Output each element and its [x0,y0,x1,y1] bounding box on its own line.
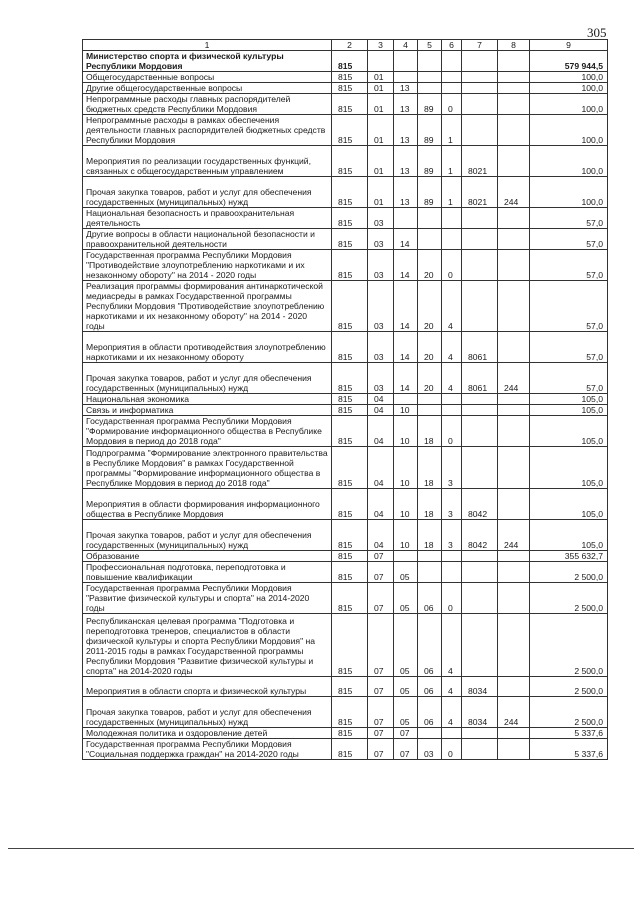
row-code-cell [418,562,442,583]
row-name-cell: Прочая закупка товаров, работ и услуг для обеспечения государственных (муниципальных) нужд [83,697,332,728]
row-name-cell: Мероприятия в области спорта и физической культуры [83,677,332,697]
row-code-cell: 815 [332,94,368,115]
row-code-cell [498,72,530,83]
row-code-cell [498,146,530,177]
row-sum-cell: 5 337,6 [530,739,608,760]
row-name-cell: Непрограммные расходы главных распорядителей бюджетных средств Республики Мордовия [83,94,332,115]
row-code-cell: 815 [332,614,368,677]
row-code-cell: 20 [418,332,442,363]
row-name-cell: Профессиональная подготовка, переподготовка и повышение квалификации [83,562,332,583]
row-name-cell: Государственная программа Республики Мордовия "Противодействие злоупотреблению наркотиками и их незаконному обороту" на 2014 - 2020 годы [83,250,332,281]
row-name-cell: Реализация программы формирования антинаркотической медиасреды в рамках Государственной программы Республики Мордовия "Противодействие злоупотреблению наркотиками и их незаконному обороту" на 2014 - 2020 годы [83,281,332,332]
row-code-cell [442,83,462,94]
row-sum-cell: 2 500,0 [530,583,608,614]
row-code-cell [498,562,530,583]
row-sum-cell: 57,0 [530,229,608,250]
row-sum-cell: 100,0 [530,94,608,115]
row-code-cell: 244 [498,697,530,728]
row-sum-cell: 57,0 [530,208,608,229]
table-row [83,394,608,405]
page-number: 305 [587,25,607,40]
row-code-cell: 8034 [462,677,498,697]
row-name-cell: Национальная экономика [83,394,332,405]
row-name-cell: Министерство спорта и физической культуры Республики Мордовия [83,51,332,72]
row-code-cell: 244 [498,177,530,208]
row-code-cell: 14 [394,250,418,281]
row-code-cell: 04 [368,394,394,405]
table-row [83,520,608,551]
table-row [83,208,608,229]
row-code-cell [462,72,498,83]
row-code-cell: 1 [442,146,462,177]
row-code-cell: 18 [418,489,442,520]
row-code-cell: 18 [418,447,442,489]
header-cell: 5 [418,40,442,51]
header-cell: 1 [83,40,332,51]
row-name-cell: Общегосударственные вопросы [83,72,332,83]
row-code-cell: 8061 [462,363,498,394]
row-code-cell: 0 [442,739,462,760]
row-code-cell: 10 [394,489,418,520]
row-code-cell [498,229,530,250]
row-code-cell: 05 [394,697,418,728]
row-code-cell: 10 [394,520,418,551]
row-name-cell: Подпрограмма "Формирование электронного правительства в Республике Мордовия" в рамках Государственной программы "Формирование информационного общества в Республике Мордовия в период до 2018 года" [83,447,332,489]
row-code-cell [462,447,498,489]
row-code-cell: 07 [368,728,394,739]
row-code-cell: 13 [394,83,418,94]
row-code-cell: 89 [418,115,442,146]
table-row [83,146,608,177]
row-name-cell: Образование [83,551,332,562]
row-code-cell: 0 [442,416,462,447]
row-code-cell: 13 [394,115,418,146]
table-row [83,94,608,115]
row-code-cell: 815 [332,208,368,229]
row-code-cell: 815 [332,229,368,250]
row-code-cell [442,394,462,405]
row-code-cell: 18 [418,416,442,447]
row-sum-cell: 355 632,7 [530,551,608,562]
row-code-cell: 01 [368,94,394,115]
row-code-cell [442,229,462,250]
table-row [83,177,608,208]
row-code-cell: 4 [442,332,462,363]
table-row [83,115,608,146]
row-code-cell [462,229,498,250]
row-code-cell: 05 [394,614,418,677]
row-code-cell [418,208,442,229]
row-code-cell: 07 [368,697,394,728]
row-code-cell: 20 [418,363,442,394]
row-code-cell: 815 [332,728,368,739]
row-code-cell [498,250,530,281]
table-row [83,281,608,332]
row-sum-cell: 2 500,0 [530,614,608,677]
header-cell: 6 [442,40,462,51]
table-row [83,363,608,394]
header-cell: 4 [394,40,418,51]
table-row [83,447,608,489]
row-name-cell: Связь и информатика [83,405,332,416]
row-code-cell [442,562,462,583]
row-code-cell: 815 [332,177,368,208]
row-name-cell: Прочая закупка товаров, работ и услуг для обеспечения государственных (муниципальных) нужд [83,177,332,208]
row-code-cell [498,677,530,697]
row-code-cell [462,394,498,405]
row-code-cell: 815 [332,115,368,146]
row-code-cell: 815 [332,405,368,416]
header-cell: 8 [498,40,530,51]
row-sum-cell: 100,0 [530,177,608,208]
row-code-cell [418,83,442,94]
row-name-cell: Государственная программа Республики Мордовия "Формирование информационного общества в Республике Мордовия в период до 2018 года" [83,416,332,447]
row-code-cell: 01 [368,83,394,94]
row-sum-cell: 57,0 [530,281,608,332]
row-code-cell: 01 [368,72,394,83]
row-code-cell [418,394,442,405]
row-sum-cell: 105,0 [530,489,608,520]
row-code-cell: 18 [418,520,442,551]
row-code-cell: 815 [332,363,368,394]
row-code-cell: 4 [442,363,462,394]
row-code-cell: 20 [418,281,442,332]
row-code-cell [498,739,530,760]
row-code-cell: 815 [332,551,368,562]
row-code-cell [498,551,530,562]
row-code-cell [498,281,530,332]
row-code-cell: 8061 [462,332,498,363]
row-code-cell [368,51,394,72]
row-code-cell: 4 [442,614,462,677]
row-code-cell: 07 [368,614,394,677]
header-row [83,40,608,51]
row-code-cell [418,51,442,72]
row-code-cell [462,250,498,281]
row-code-cell [498,614,530,677]
row-code-cell: 07 [368,677,394,697]
row-sum-cell: 57,0 [530,332,608,363]
row-code-cell [462,51,498,72]
table-row [83,677,608,697]
row-code-cell: 04 [368,416,394,447]
row-code-cell: 05 [394,562,418,583]
row-sum-cell: 2 500,0 [530,697,608,728]
row-code-cell [462,83,498,94]
row-code-cell: 04 [368,520,394,551]
row-sum-cell: 105,0 [530,520,608,551]
row-code-cell: 89 [418,146,442,177]
row-code-cell [462,281,498,332]
row-code-cell: 815 [332,583,368,614]
row-code-cell: 06 [418,614,442,677]
row-code-cell: 815 [332,250,368,281]
table-row [83,229,608,250]
table-row [83,51,608,72]
row-sum-cell: 57,0 [530,363,608,394]
row-code-cell: 815 [332,562,368,583]
row-code-cell: 815 [332,83,368,94]
row-code-cell [462,416,498,447]
row-code-cell [462,614,498,677]
row-sum-cell: 100,0 [530,83,608,94]
row-code-cell [498,447,530,489]
table-row [83,405,608,416]
row-name-cell: Республиканская целевая программа "Подготовка и переподготовка тренеров, специалистов в области физической культуры и спорта Республики Мордовия" на 2011-2015 годы в рамках Государственной программы Республики Мордовия "Развитие физической культуры и спорта" на 2014-2020 годы [83,614,332,677]
row-code-cell: 815 [332,51,368,72]
row-code-cell [462,405,498,416]
row-code-cell: 10 [394,405,418,416]
row-sum-cell: 2 500,0 [530,677,608,697]
row-code-cell [394,551,418,562]
row-code-cell [462,551,498,562]
row-code-cell: 1 [442,177,462,208]
row-sum-cell: 579 944,5 [530,51,608,72]
row-code-cell: 815 [332,697,368,728]
row-code-cell: 03 [368,229,394,250]
row-code-cell [462,208,498,229]
footer-rule [8,848,634,849]
row-name-cell: Государственная программа Республики Мордовия "Развитие физической культуры и спорта" на 2014-2020 годы [83,583,332,614]
row-name-cell: Прочая закупка товаров, работ и услуг для обеспечения государственных (муниципальных) нужд [83,363,332,394]
row-code-cell: 4 [442,281,462,332]
row-code-cell: 1 [442,115,462,146]
row-code-cell: 07 [368,562,394,583]
row-sum-cell: 57,0 [530,250,608,281]
row-code-cell [498,94,530,115]
row-sum-cell: 105,0 [530,405,608,416]
row-code-cell: 03 [368,281,394,332]
header-cell: 7 [462,40,498,51]
budget-table [82,39,608,760]
row-code-cell [418,72,442,83]
row-code-cell [498,332,530,363]
table-row [83,489,608,520]
row-name-cell: Мероприятия в области формирования информационного общества в Республике Мордовия [83,489,332,520]
row-code-cell: 8042 [462,520,498,551]
row-code-cell: 815 [332,281,368,332]
row-name-cell: Государственная программа Республики Мордовия "Социальная поддержка граждан" на 2014-2020 годы [83,739,332,760]
row-code-cell: 815 [332,146,368,177]
table-row [83,332,608,363]
row-code-cell: 4 [442,677,462,697]
row-code-cell [462,739,498,760]
row-code-cell [442,551,462,562]
row-code-cell: 10 [394,416,418,447]
row-code-cell: 13 [394,177,418,208]
row-code-cell [498,489,530,520]
row-code-cell: 05 [394,677,418,697]
row-code-cell: 8021 [462,146,498,177]
row-name-cell: Прочая закупка товаров, работ и услуг для обеспечения государственных (муниципальных) нужд [83,520,332,551]
row-code-cell: 815 [332,394,368,405]
row-code-cell [394,72,418,83]
table-row [83,739,608,760]
row-name-cell: Мероприятия по реализации государственных функций, связанных с общегосударственным управлением [83,146,332,177]
row-code-cell: 03 [368,208,394,229]
row-code-cell [498,83,530,94]
row-code-cell: 01 [368,115,394,146]
row-code-cell: 07 [394,728,418,739]
row-code-cell: 89 [418,94,442,115]
row-code-cell: 815 [332,72,368,83]
table-row [83,83,608,94]
row-code-cell [394,208,418,229]
row-code-cell [418,405,442,416]
row-name-cell: Другие общегосударственные вопросы [83,83,332,94]
table-row [83,416,608,447]
row-sum-cell: 100,0 [530,72,608,83]
row-code-cell: 14 [394,281,418,332]
row-code-cell: 8021 [462,177,498,208]
row-code-cell: 06 [418,583,442,614]
row-code-cell: 0 [442,94,462,115]
row-code-cell: 8042 [462,489,498,520]
row-code-cell [418,229,442,250]
row-code-cell: 4 [442,697,462,728]
row-code-cell: 815 [332,416,368,447]
row-name-cell: Национальная безопасность и правоохранительная деятельность [83,208,332,229]
row-code-cell [498,51,530,72]
table-row [83,551,608,562]
row-code-cell: 815 [332,677,368,697]
row-code-cell: 3 [442,520,462,551]
row-code-cell [498,405,530,416]
table-row [83,562,608,583]
row-code-cell: 03 [368,250,394,281]
row-code-cell: 20 [418,250,442,281]
table-row [83,72,608,83]
row-code-cell [462,115,498,146]
row-code-cell: 01 [368,177,394,208]
row-code-cell: 06 [418,677,442,697]
row-code-cell [462,583,498,614]
row-code-cell: 03 [368,332,394,363]
row-code-cell: 04 [368,405,394,416]
row-code-cell: 3 [442,489,462,520]
row-code-cell: 13 [394,94,418,115]
row-code-cell: 07 [394,739,418,760]
row-sum-cell: 5 337,6 [530,728,608,739]
row-sum-cell: 105,0 [530,447,608,489]
row-code-cell: 244 [498,520,530,551]
row-code-cell: 04 [368,447,394,489]
row-code-cell [498,583,530,614]
row-sum-cell: 2 500,0 [530,562,608,583]
row-code-cell: 14 [394,332,418,363]
row-code-cell [442,405,462,416]
row-code-cell [394,394,418,405]
row-code-cell: 13 [394,146,418,177]
row-code-cell: 0 [442,583,462,614]
row-code-cell: 06 [418,697,442,728]
row-code-cell: 14 [394,229,418,250]
row-code-cell: 07 [368,583,394,614]
row-code-cell [442,72,462,83]
table-row [83,728,608,739]
row-code-cell: 8034 [462,697,498,728]
row-name-cell: Другие вопросы в области национальной безопасности и правоохранительной деятельности [83,229,332,250]
row-code-cell: 3 [442,447,462,489]
row-code-cell: 07 [368,551,394,562]
row-code-cell [498,728,530,739]
row-code-cell: 14 [394,363,418,394]
row-code-cell: 01 [368,146,394,177]
row-code-cell: 05 [394,583,418,614]
row-sum-cell: 100,0 [530,146,608,177]
row-code-cell: 244 [498,363,530,394]
row-sum-cell: 105,0 [530,416,608,447]
row-name-cell: Непрограммные расходы в рамках обеспечения деятельности главных распорядителей бюджетных средств Республики Мордовия [83,115,332,146]
row-code-cell [462,94,498,115]
row-code-cell: 07 [368,739,394,760]
row-code-cell [418,551,442,562]
header-cell: 2 [332,40,368,51]
row-code-cell [462,562,498,583]
row-code-cell [394,51,418,72]
row-code-cell: 815 [332,520,368,551]
row-code-cell: 04 [368,489,394,520]
row-code-cell [418,728,442,739]
row-code-cell: 815 [332,332,368,363]
row-name-cell: Мероприятия в области противодействия злоупотреблению наркотиками и их незаконному обороту [83,332,332,363]
table-row [83,697,608,728]
header-cell: 9 [530,40,608,51]
row-code-cell [498,115,530,146]
row-code-cell: 815 [332,447,368,489]
row-name-cell: Молодежная политика и оздоровление детей [83,728,332,739]
row-sum-cell: 105,0 [530,394,608,405]
row-code-cell [498,416,530,447]
row-code-cell: 03 [368,363,394,394]
row-code-cell: 03 [418,739,442,760]
row-code-cell: 89 [418,177,442,208]
header-cell: 3 [368,40,394,51]
table-row [83,250,608,281]
row-code-cell: 815 [332,489,368,520]
table-row [83,583,608,614]
table-row [83,614,608,677]
row-code-cell [498,208,530,229]
row-code-cell [442,51,462,72]
row-sum-cell: 100,0 [530,115,608,146]
row-code-cell: 0 [442,250,462,281]
row-code-cell [462,728,498,739]
row-code-cell: 815 [332,739,368,760]
row-code-cell: 10 [394,447,418,489]
row-code-cell [498,394,530,405]
row-code-cell [442,208,462,229]
row-code-cell [442,728,462,739]
